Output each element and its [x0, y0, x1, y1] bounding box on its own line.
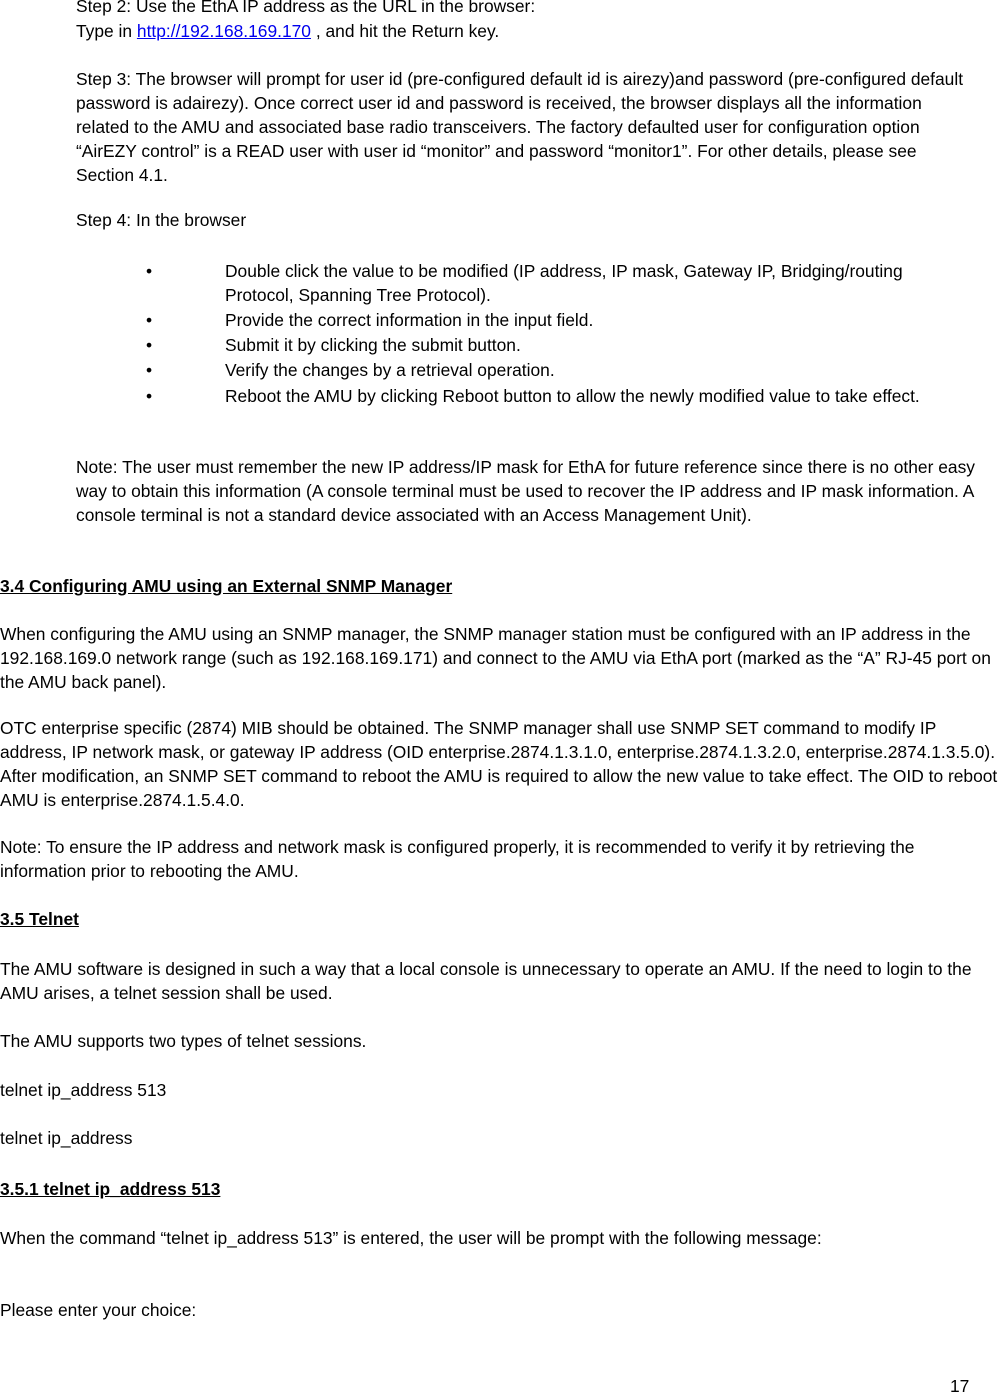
page-number: 17: [950, 1376, 970, 1396]
note-etha-paragraph: Note: The user must remember the new IP address/IP mask for EthA for future reference since there is no other easy way to obtain this information (A console terminal must be used to recover the IP address and IP mask information. A console terminal is not a standard device associated with an Access Management Unit).: [76, 457, 975, 525]
section-3-4-para2: OTC enterprise specific (2874) MIB should be obtained. The SNMP manager shall use SNMP SET command to modify IP address, IP network mask, or gateway IP address (OID enterprise.2874.1.3.1.0, enterprise.2874.1.3.2.0, enterprise.2874.1.3.5.0). After modification, an SNMP SET command to reboot the AMU is required to allow the new value to take effect. The OID to reboot AMU is enterprise.2874.1.5.4.0.: [0, 718, 998, 810]
step2-line2: [76, 19, 976, 43]
step2-prefix: Type in: [76, 21, 133, 41]
step4-paragraph: Step 4: In the browser: [76, 210, 247, 230]
section-3-5-1-para2: Please enter your choice:: [0, 1300, 197, 1320]
section-3-4-para1: When configuring the AMU using an SNMP manager, the SNMP manager station must be configured with an IP address in the 192.168.169.0 network range (such as 192.168.169.171) and connect to the AMU via EthA port (marked as the “A” RJ-45 port on the AMU back panel).: [0, 624, 991, 692]
step2-suffix: , and hit the Return key.: [315, 21, 500, 41]
bullet-icon: •: [146, 261, 153, 281]
step3-paragraph: Step 3: The browser will prompt for user id (pre-configured default id is airezy)and password (pre-configured default password is adairezy). Once correct user id and password is received, the browser displays all the information related to the AMU and associated base radio transceivers. The factory defaulted user for configuration option “AirEZY control” is a READ user with user id “monitor” and password “monitor1”. For other details, please see Section 4.1.: [76, 69, 964, 185]
telnet-command-1: telnet ip_address 513: [0, 1080, 167, 1100]
section-3-5-para2: The AMU supports two types of telnet sessions.: [0, 1031, 367, 1051]
bullet-icon: •: [146, 360, 153, 380]
section-3-5-heading: 3.5 Telnet: [0, 909, 79, 929]
section-3-5-1-para1: When the command “telnet ip_address 513” is entered, the user will be prompt with the following message:: [0, 1228, 822, 1248]
section-3-4-heading: 3.4 Configuring AMU using an External SNMP Manager: [0, 576, 453, 596]
section-3-5-1-heading: 3.5.1 telnet ip_address 513: [0, 1179, 221, 1199]
bullet-icon: •: [146, 335, 153, 355]
section-3-5-para1: The AMU software is designed in such a way that a local console is unnecessary to operate an AMU. If the need to login to the AMU arises, a telnet session shall be used.: [0, 959, 972, 1003]
browser-url-link[interactable]: http://192.168.169.170: [136, 21, 311, 41]
step2-line1: Step 2: Use the EthA IP address as the URL in the browser:: [76, 0, 536, 16]
bullet-icon: •: [146, 310, 153, 330]
bullet-icon: •: [146, 386, 153, 406]
telnet-command-2: telnet ip_address: [0, 1128, 133, 1148]
section-3-4-note: Note: To ensure the IP address and network mask is configured properly, it is recommended to verify it by retrieving the information prior to rebooting the AMU.: [0, 837, 915, 881]
